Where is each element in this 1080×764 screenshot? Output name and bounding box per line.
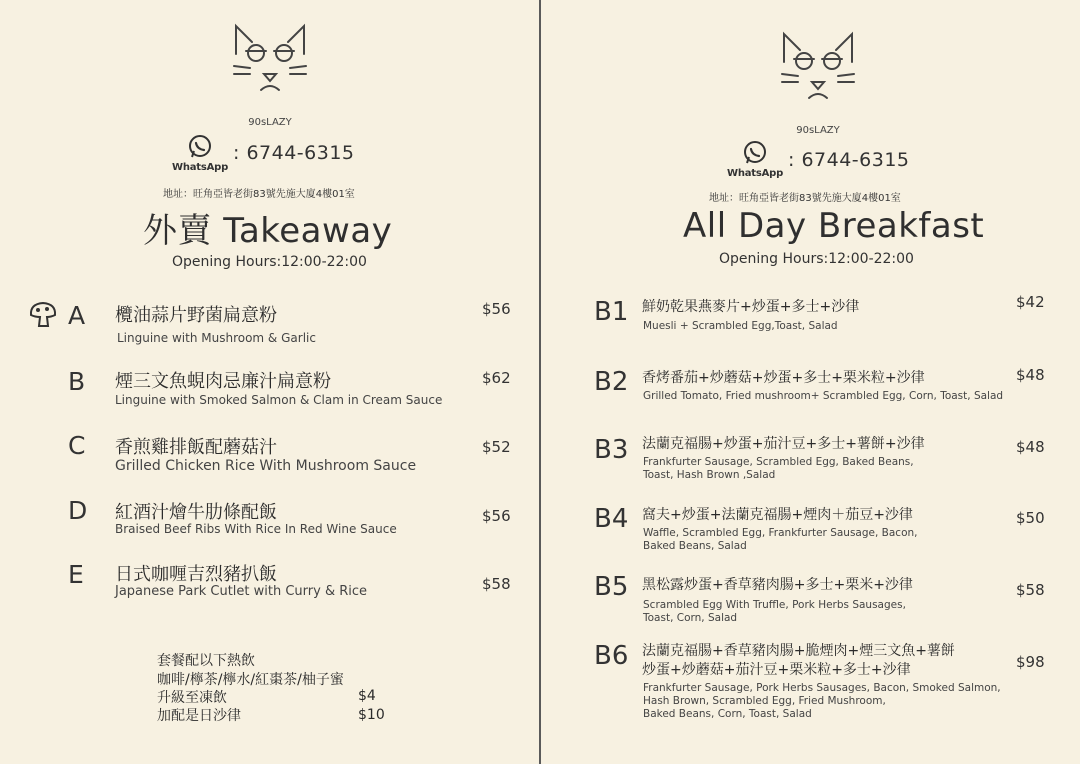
mushroom-icon xyxy=(28,301,58,329)
brand-logo-left xyxy=(190,20,350,135)
item-a-en: Linguine with Mushroom & Garlic xyxy=(117,331,316,345)
item-letter-a: A xyxy=(68,301,86,330)
item-b6-zh-2: 炒蛋+炒蘑菇+茄汁豆+栗米粒+多士+沙律 xyxy=(642,662,911,678)
item-b1-price: $42 xyxy=(1016,293,1045,311)
item-b6-price: $98 xyxy=(1016,653,1045,671)
cat-face-icon xyxy=(190,20,350,135)
combo-line-2: 咖啡/檸茶/檸水/紅棗茶/柚子蜜 xyxy=(157,672,344,688)
item-b5-price: $58 xyxy=(1016,581,1045,599)
item-b2-en: Grilled Tomato, Fried mushroom+ Scrambled Egg, Corn, Toast, Salad xyxy=(643,390,1004,402)
page-title-takeaway: 外賣 Takeaway xyxy=(143,211,393,251)
item-letter-d: D xyxy=(68,496,88,525)
item-b4-en-1: Waffle, Scrambled Egg, Frankfurter Sausage, Bacon, xyxy=(643,527,918,539)
page-divider xyxy=(539,0,541,764)
item-e-en: Japanese Park Cutlet with Curry & Rice xyxy=(115,584,368,599)
item-b5-en-1: Scrambled Egg With Truffle, Pork Herbs Sausages, xyxy=(643,599,906,611)
item-b-en: Linguine with Smoked Salmon & Clam in Cream Sauce xyxy=(115,393,443,407)
whatsapp-badge-left xyxy=(172,134,228,173)
whatsapp-icon xyxy=(187,134,213,160)
item-d-en: Braised Beef Ribs With Rice In Red Wine Sauce xyxy=(115,522,397,536)
item-b6-en-2: Hash Brown, Scrambled Egg, Fried Mushroom, xyxy=(643,695,886,707)
item-e-zh: 日式咖喱吉烈豬扒飯 xyxy=(115,564,277,585)
combo-price-3: $4 xyxy=(358,688,376,704)
item-letter-c: C xyxy=(68,431,86,460)
address-left: 地址：旺角亞皆老街83號先施大廈4樓01室 xyxy=(163,189,355,200)
item-d-price: $56 xyxy=(482,507,511,525)
item-b-price: $62 xyxy=(482,369,511,387)
item-code-b5: B5 xyxy=(594,572,629,602)
logo-text: 90sLAZY xyxy=(248,117,292,128)
cat-face-icon xyxy=(738,28,898,143)
item-b2-zh: 香烤番茄+炒蘑菇+炒蛋+多士+栗米粒+沙律 xyxy=(642,370,925,386)
phone-number-left: : 6744-6315 xyxy=(233,142,355,164)
whatsapp-label: WhatsApp xyxy=(172,162,229,173)
item-b6-en-1: Frankfurter Sausage, Pork Herbs Sausages, Bacon, Smoked Salmon, xyxy=(643,682,1001,694)
item-c-price: $52 xyxy=(482,438,511,456)
item-b2-price: $48 xyxy=(1016,366,1045,384)
item-code-b6: B6 xyxy=(594,641,629,671)
logo-text: 90sLAZY xyxy=(796,125,840,136)
opening-hours-right: Opening Hours:12:00-22:00 xyxy=(719,251,914,267)
whatsapp-icon xyxy=(742,140,768,166)
item-letter-b: B xyxy=(68,367,86,396)
item-b5-en-2: Toast, Corn, Salad xyxy=(643,612,738,624)
item-a-price: $56 xyxy=(482,300,511,318)
item-code-b1: B1 xyxy=(594,297,629,327)
item-b6-zh-1: 法蘭克福腸+香草豬肉腸+脆煙肉+煙三文魚+薯餅 xyxy=(642,643,955,659)
whatsapp-badge-right xyxy=(727,140,783,179)
opening-hours-left: Opening Hours:12:00-22:00 xyxy=(172,254,367,270)
item-code-b4: B4 xyxy=(594,504,629,534)
address-right: 地址：旺角亞皆老街83號先施大廈4樓01室 xyxy=(709,193,901,204)
brand-logo-right xyxy=(738,28,898,143)
combo-price-4: $10 xyxy=(358,707,385,723)
item-c-en: Grilled Chicken Rice With Mushroom Sauce xyxy=(115,458,417,474)
item-e-price: $58 xyxy=(482,575,511,593)
item-b3-en-1: Frankfurter Sausage, Scrambled Egg, Baked Beans, xyxy=(643,456,914,468)
combo-line-1: 套餐配以下熱飲 xyxy=(157,653,255,669)
item-b6-en-3: Baked Beans, Corn, Toast, Salad xyxy=(643,708,812,720)
combo-line-3: 升級至凍飲 xyxy=(157,690,227,706)
item-b1-en: Muesli + Scrambled Egg,Toast, Salad xyxy=(643,320,838,332)
item-b3-en-2: Toast, Hash Brown ,Salad xyxy=(643,469,776,481)
whatsapp-label: WhatsApp xyxy=(727,168,784,179)
item-b4-price: $50 xyxy=(1016,509,1045,527)
item-b4-zh: 窩夫+炒蛋+法蘭克福腸+煙肉＋茄豆+沙律 xyxy=(642,507,913,523)
page-title-breakfast: All Day Breakfast xyxy=(683,206,985,246)
item-b-zh: 煙三文魚蜆肉忌廉汁扁意粉 xyxy=(115,371,331,392)
item-code-b3: B3 xyxy=(594,435,629,465)
item-c-zh: 香煎雞排飯配蘑菇汁 xyxy=(115,437,277,458)
item-code-b2: B2 xyxy=(594,367,629,397)
item-b3-zh: 法蘭克福腸+炒蛋+茄汁豆+多士+薯餅+沙律 xyxy=(642,436,925,452)
item-a-zh: 欖油蒜片野菌扁意粉 xyxy=(115,305,277,326)
phone-number-right: : 6744-6315 xyxy=(788,149,910,171)
item-b3-price: $48 xyxy=(1016,438,1045,456)
item-d-zh: 紅酒汁燴牛肋條配飯 xyxy=(115,502,277,523)
item-b1-zh: 鮮奶乾果燕麥片+炒蛋+多士+沙律 xyxy=(642,299,860,315)
item-letter-e: E xyxy=(68,560,84,589)
item-b4-en-2: Baked Beans, Salad xyxy=(643,540,747,552)
item-b5-zh: 黑松露炒蛋+香草豬肉腸+多士+栗米+沙律 xyxy=(642,577,913,593)
combo-line-4: 加配是日沙律 xyxy=(157,708,241,724)
